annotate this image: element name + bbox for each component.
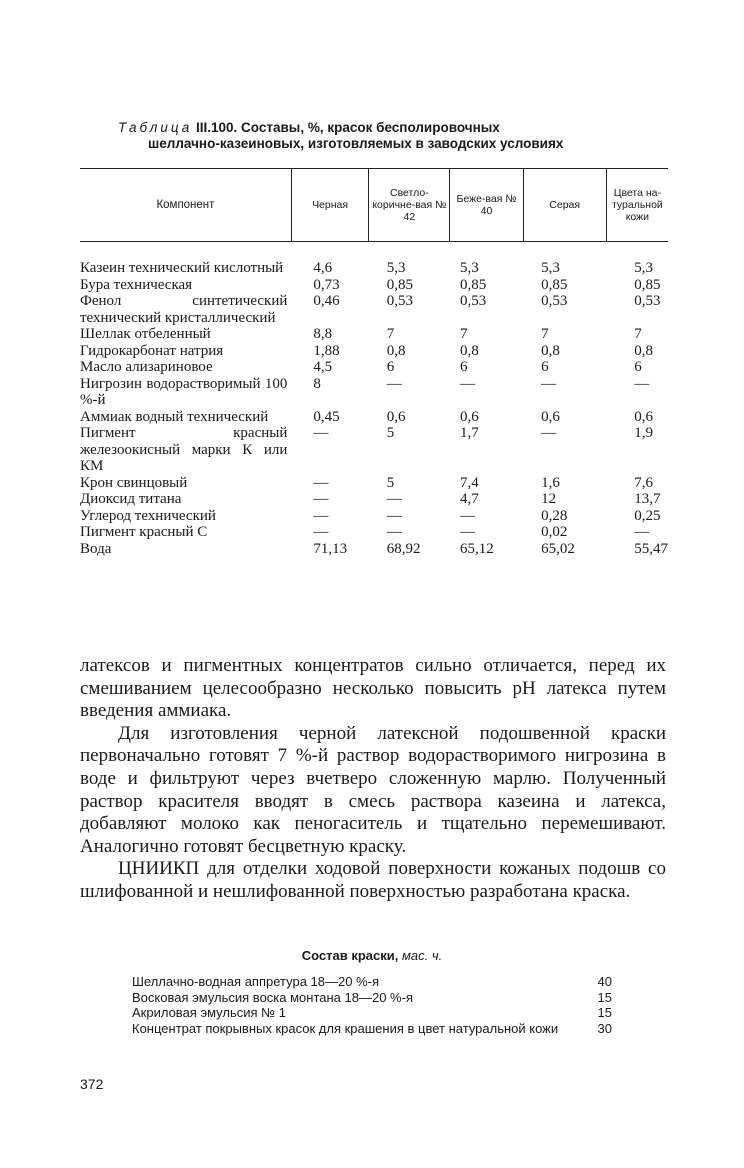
value-cell: 7 xyxy=(386,326,395,342)
value-cell: 4,7 xyxy=(459,491,479,507)
body-text xyxy=(80,655,666,904)
composition-item-name: Концентрат покрывных красок для крашения в цвет натуральной кожи xyxy=(132,1020,559,1036)
caption-line2: шеллачно-казеиновых, изготовляемых в заводских условиях xyxy=(148,136,564,151)
component-cell: Крон свинцовый xyxy=(80,474,188,491)
table-row xyxy=(80,475,668,492)
value-cell: 0,85 xyxy=(634,276,661,293)
value-cell: 4,6 xyxy=(313,260,333,276)
value-cell: 0,6 xyxy=(634,408,653,425)
value-cell: 0,8 xyxy=(386,342,406,359)
value-cell: — xyxy=(634,375,650,392)
value-cell: 71,13 xyxy=(313,540,348,557)
composition-title: Состав краски, xyxy=(301,948,399,963)
value-cell: 1,6 xyxy=(541,474,560,491)
value-cell: 1,7 xyxy=(459,425,479,441)
value-cell: 6 xyxy=(634,359,642,375)
value-cell: 5,3 xyxy=(541,260,560,276)
table-row xyxy=(80,491,668,508)
component-cell: Пигмент красный железоокисный марки К или КМ xyxy=(80,425,288,474)
value-cell: 0,45 xyxy=(313,408,340,425)
value-cell: 1,88 xyxy=(313,342,340,359)
composition-item xyxy=(132,1021,632,1037)
table-row xyxy=(80,409,668,426)
header-natural-leather: Цвета на-туральной кожи xyxy=(606,169,668,242)
value-cell: 0,53 xyxy=(386,293,414,309)
composition-item-qty: 15 xyxy=(597,1005,612,1020)
value-cell: — xyxy=(459,375,475,392)
value-cell: 55,47 xyxy=(634,540,668,557)
component-cell: Пигмент красный С xyxy=(80,524,208,540)
value-cell: 4,5 xyxy=(313,359,333,375)
value-cell: 12 xyxy=(541,491,557,507)
table-row xyxy=(80,425,668,475)
value-cell: 7 xyxy=(541,326,549,342)
header-light-brown: Светло-коричне-вая № 42 xyxy=(369,169,450,242)
value-cell: 0,53 xyxy=(634,293,661,309)
value-cell: 0,25 xyxy=(634,507,661,524)
table-row xyxy=(80,508,668,525)
value-cell: 7,4 xyxy=(459,474,479,491)
component-cell: Углерод технический xyxy=(80,507,216,524)
value-cell: 5,3 xyxy=(459,260,479,276)
value-cell: 0,8 xyxy=(634,342,653,359)
value-cell: 0,6 xyxy=(459,408,479,425)
value-cell: — xyxy=(386,375,402,392)
table-row xyxy=(80,524,668,541)
value-cell: 0,85 xyxy=(386,276,414,293)
composition-table xyxy=(80,168,668,557)
component-cell: Масло ализариновое xyxy=(80,359,213,375)
value-cell: 1,9 xyxy=(634,425,653,441)
value-cell: — xyxy=(459,524,475,540)
paragraph-1: латексов и пигментных концентратов сильно отличается, перед их смешиванием целесообразно несколько повысить рН латекса путем введения аммиака. xyxy=(80,655,666,722)
value-cell: — xyxy=(386,524,402,540)
component-cell: Казеин технический кислотный xyxy=(80,260,284,276)
table-row xyxy=(80,242,668,277)
component-cell: Фенол синтетический технический кристаллический xyxy=(80,293,288,326)
table-header-row xyxy=(80,169,668,242)
value-cell: — xyxy=(313,524,329,540)
value-cell: — xyxy=(386,491,402,507)
value-cell: 7 xyxy=(634,326,642,342)
value-cell: 5 xyxy=(386,474,395,491)
value-cell: 0,85 xyxy=(459,276,487,293)
composition-item-name: Акриловая эмульсия № 1 xyxy=(132,1005,286,1020)
table-row xyxy=(80,343,668,360)
table-body xyxy=(80,242,668,558)
paragraph-3: ЦНИИКП для отделки ходовой поверхности кожаных подошв со шлифованной и нешлифованной поверхностью разработана краска. xyxy=(80,858,666,902)
table-row xyxy=(80,359,668,376)
value-cell: 6 xyxy=(459,359,468,375)
page-number: 372 xyxy=(80,1076,104,1092)
table-caption xyxy=(118,120,678,152)
value-cell: 68,92 xyxy=(386,540,421,557)
value-cell: 0,6 xyxy=(386,408,406,425)
composition-item-qty: 30 xyxy=(597,1020,612,1036)
component-cell: Аммиак водный технический xyxy=(80,408,269,425)
value-cell: — xyxy=(459,507,475,524)
value-cell: — xyxy=(634,524,650,540)
value-cell: 0,53 xyxy=(541,293,568,309)
value-cell: 65,02 xyxy=(541,540,575,557)
value-cell: — xyxy=(541,375,557,392)
value-cell: — xyxy=(313,474,329,491)
value-cell: 5,3 xyxy=(634,260,653,276)
value-cell: — xyxy=(386,507,402,524)
component-cell: Нигрозин водорастворимый 100 %-й xyxy=(80,375,288,408)
composition-item-name: Восковая эмульсия воска монтана 18—20 %-я xyxy=(132,989,413,1005)
table-row xyxy=(80,277,668,294)
composition-item xyxy=(132,1005,632,1021)
value-cell: 0,28 xyxy=(541,507,568,524)
caption-word: Таблица xyxy=(118,120,193,135)
composition-item-qty: 15 xyxy=(597,989,612,1005)
value-cell: 0,8 xyxy=(459,342,479,359)
composition-item xyxy=(132,974,632,990)
table-row xyxy=(80,293,668,326)
composition-item-qty: 40 xyxy=(597,974,612,989)
component-cell: Гидрокарбонат натрия xyxy=(80,342,224,359)
value-cell: — xyxy=(313,425,329,441)
table-row xyxy=(80,376,668,409)
value-cell: 5,3 xyxy=(386,260,406,276)
value-cell: 6 xyxy=(386,359,395,375)
value-cell: 8,8 xyxy=(313,326,333,342)
caption-title: III.100. Составы, %, красок бесполировочных xyxy=(196,120,500,135)
component-cell: Вода xyxy=(80,540,112,557)
value-cell: 8 xyxy=(313,375,321,392)
component-cell: Шеллак отбеленный xyxy=(80,326,211,342)
value-cell: — xyxy=(541,425,557,441)
value-cell: 6 xyxy=(541,359,549,375)
composition-item xyxy=(132,990,632,1006)
component-cell: Бура техническая xyxy=(80,276,193,293)
header-beige: Беже-вая № 40 xyxy=(450,169,523,242)
component-cell: Диоксид титана xyxy=(80,491,182,507)
value-cell: 7,6 xyxy=(634,474,653,491)
value-cell: 0,85 xyxy=(541,276,568,293)
table-row xyxy=(80,326,668,343)
header-grey: Серая xyxy=(523,169,606,242)
value-cell: 0,6 xyxy=(541,408,560,425)
value-cell: 0,02 xyxy=(541,524,568,540)
value-cell: — xyxy=(313,491,329,507)
value-cell: 0,53 xyxy=(459,293,487,309)
value-cell: 7 xyxy=(459,326,468,342)
composition-unit: мас. ч. xyxy=(402,948,443,963)
value-cell: 0,8 xyxy=(541,342,560,359)
value-cell: 13,7 xyxy=(634,491,661,507)
table-row xyxy=(80,541,668,558)
composition-heading xyxy=(0,948,744,963)
header-black: Черная xyxy=(291,169,368,242)
value-cell: — xyxy=(313,507,329,524)
value-cell: 0,46 xyxy=(313,293,340,309)
value-cell: 65,12 xyxy=(459,540,494,557)
header-component: Компонент xyxy=(80,169,291,242)
value-cell: 5 xyxy=(386,425,395,441)
value-cell: 0,73 xyxy=(313,276,340,293)
composition-item-name: Шеллачно-водная аппретура 18—20 %-я xyxy=(132,974,380,989)
composition-list xyxy=(132,974,632,1036)
paragraph-2: Для изготовления черной латексной подошвенной краски первоначально готовят 7 %-й раствор водорастворимого нигрозина в воде и фильтруют через вчетверо сложенную марлю. Полученный раствор красителя вводят в смесь раствора казеина и латекса, добавляют молоко как пеногаситель и тщательно перемешивают. Аналогично готовят бесцветную краску. xyxy=(80,722,666,857)
